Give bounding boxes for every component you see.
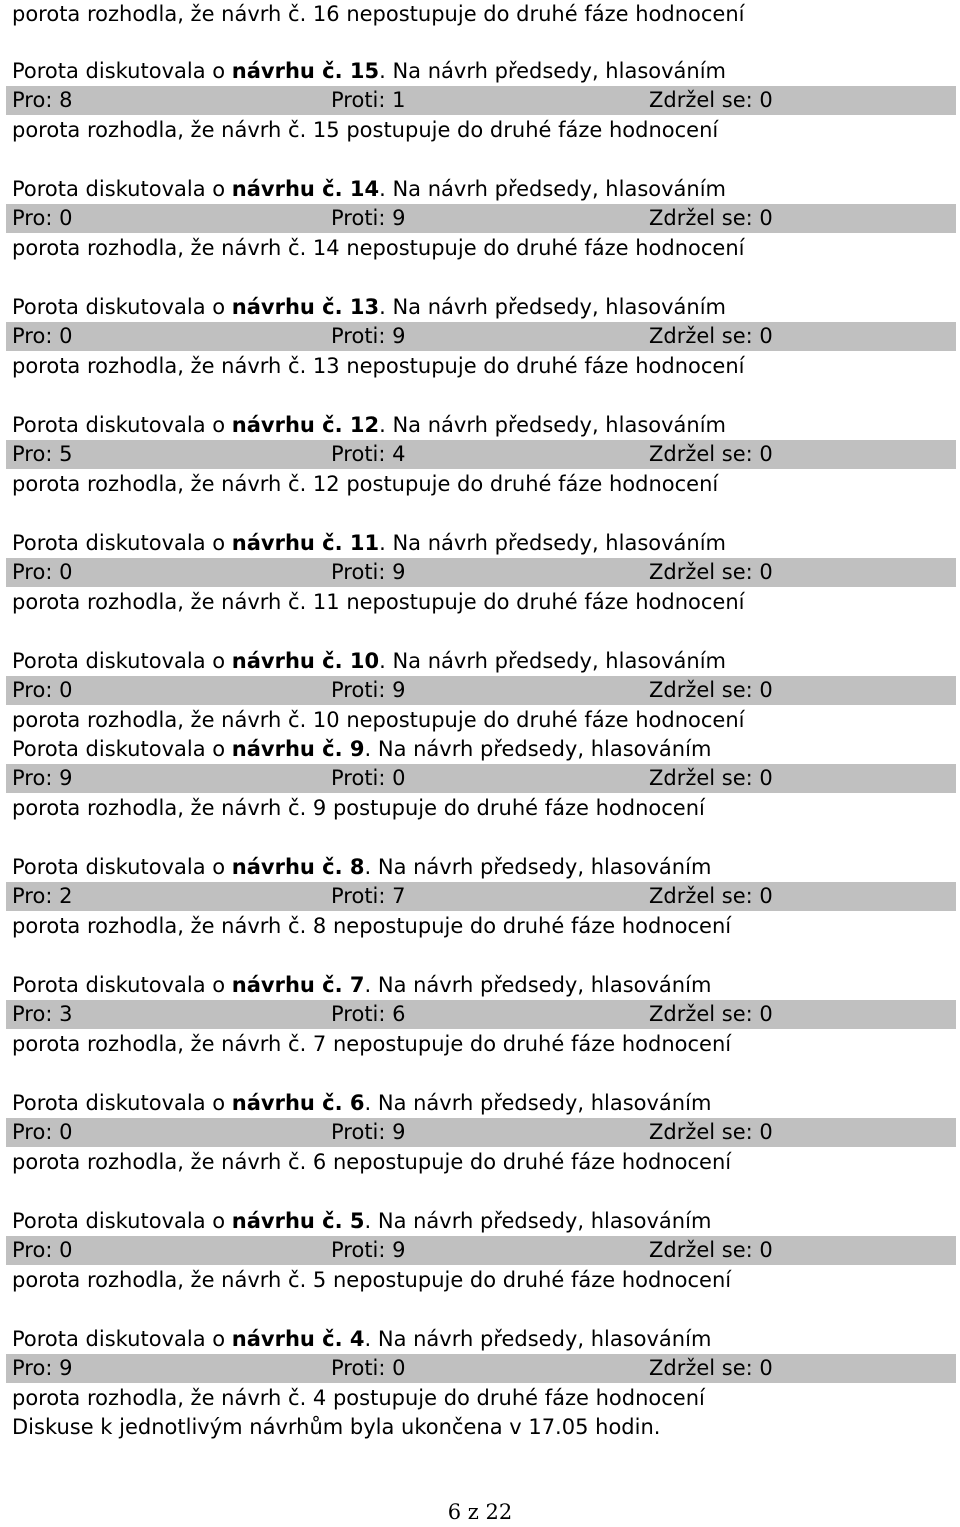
vote-abstain: Zdržel se: 0 <box>649 1356 773 1380</box>
proposal-number: návrhu č. 10 <box>231 649 380 673</box>
proposal-number: návrhu č. 11 <box>231 531 380 555</box>
vote-abstain: Zdržel se: 0 <box>649 88 773 112</box>
discussion-suffix: . Na návrh předsedy, hlasováním <box>364 1327 712 1351</box>
discussion-intro: Porota diskutovala o <box>12 973 232 997</box>
result-line: porota rozhodla, že návrh č. 13 nepostupuje do druhé fáze hodnocení <box>12 354 745 378</box>
vote-proti: Proti: 9 <box>331 206 406 230</box>
proposal-number: návrhu č. 9 <box>231 737 365 761</box>
discussion-line <box>12 175 726 204</box>
vote-proti: Proti: 6 <box>331 1002 406 1026</box>
discussion-suffix: . Na návrh předsedy, hlasováním <box>379 59 727 83</box>
discussion-intro: Porota diskutovala o <box>12 1091 232 1115</box>
vote-abstain: Zdržel se: 0 <box>649 560 773 584</box>
vote-row <box>6 1118 956 1147</box>
discussion-suffix: . Na návrh předsedy, hlasováním <box>364 973 712 997</box>
result-line: porota rozhodla, že návrh č. 8 nepostupuje do druhé fáze hodnocení <box>12 914 732 938</box>
discussion-intro: Porota diskutovala o <box>12 413 232 437</box>
vote-abstain: Zdržel se: 0 <box>649 678 773 702</box>
discussion-intro: Porota diskutovala o <box>12 295 232 319</box>
vote-pro: Pro: 8 <box>12 88 73 112</box>
discussion-suffix: . Na návrh předsedy, hlasováním <box>364 1209 712 1233</box>
vote-row <box>6 676 956 705</box>
vote-row <box>6 204 956 233</box>
vote-pro: Pro: 0 <box>12 324 73 348</box>
vote-proti: Proti: 1 <box>331 88 406 112</box>
vote-proti: Proti: 9 <box>331 678 406 702</box>
vote-row <box>6 882 956 911</box>
discussion-intro: Porota diskutovala o <box>12 177 232 201</box>
proposal-number: návrhu č. 6 <box>231 1091 365 1115</box>
vote-abstain: Zdržel se: 0 <box>649 1120 773 1144</box>
result-line: porota rozhodla, že návrh č. 6 nepostupuje do druhé fáze hodnocení <box>12 1150 732 1174</box>
proposal-number: návrhu č. 13 <box>231 295 380 319</box>
discussion-line <box>12 647 726 676</box>
vote-row <box>6 440 956 469</box>
vote-abstain: Zdržel se: 0 <box>649 206 773 230</box>
proposal-number: návrhu č. 8 <box>231 855 365 879</box>
discussion-line <box>12 1325 711 1354</box>
vote-abstain: Zdržel se: 0 <box>649 766 773 790</box>
discussion-line <box>12 735 711 764</box>
discussion-suffix: . Na návrh předsedy, hlasováním <box>379 531 727 555</box>
vote-proti: Proti: 9 <box>331 324 406 348</box>
proposal-number: návrhu č. 15 <box>231 59 380 83</box>
result-line: porota rozhodla, že návrh č. 12 postupuje do druhé fáze hodnocení <box>12 472 719 496</box>
discussion-suffix: . Na návrh předsedy, hlasováním <box>379 295 727 319</box>
vote-proti: Proti: 9 <box>331 1120 406 1144</box>
vote-row <box>6 558 956 587</box>
discussion-line <box>12 529 726 558</box>
discussion-intro: Porota diskutovala o <box>12 1327 232 1351</box>
discussion-line <box>12 1089 711 1118</box>
discussion-line <box>12 293 726 322</box>
vote-proti: Proti: 9 <box>331 1238 406 1262</box>
discussion-suffix: . Na návrh předsedy, hlasováním <box>364 737 712 761</box>
discussion-intro: Porota diskutovala o <box>12 737 232 761</box>
vote-abstain: Zdržel se: 0 <box>649 884 773 908</box>
discussion-intro: Porota diskutovala o <box>12 649 232 673</box>
vote-pro: Pro: 9 <box>12 766 73 790</box>
proposal-number: návrhu č. 5 <box>231 1209 365 1233</box>
discussion-intro: Porota diskutovala o <box>12 1209 232 1233</box>
vote-abstain: Zdržel se: 0 <box>649 1238 773 1262</box>
vote-pro: Pro: 0 <box>12 560 73 584</box>
vote-abstain: Zdržel se: 0 <box>649 324 773 348</box>
discussion-suffix: . Na návrh předsedy, hlasováním <box>364 1091 712 1115</box>
result-line: porota rozhodla, že návrh č. 10 nepostupuje do druhé fáze hodnocení <box>12 708 745 732</box>
vote-row <box>6 1000 956 1029</box>
vote-pro: Pro: 0 <box>12 1238 73 1262</box>
page-number: 6 z 22 <box>447 1500 513 1524</box>
discussion-suffix: . Na návrh předsedy, hlasováním <box>379 649 727 673</box>
vote-proti: Proti: 4 <box>331 442 406 466</box>
result-line: porota rozhodla, že návrh č. 4 postupuje do druhé fáze hodnocení <box>12 1386 705 1410</box>
vote-row <box>6 86 956 115</box>
vote-pro: Pro: 0 <box>12 206 73 230</box>
vote-proti: Proti: 0 <box>331 1356 406 1380</box>
result-line: porota rozhodla, že návrh č. 11 nepostupuje do druhé fáze hodnocení <box>12 590 745 614</box>
vote-abstain: Zdržel se: 0 <box>649 442 773 466</box>
discussion-line <box>12 853 711 882</box>
result-line: porota rozhodla, že návrh č. 14 nepostupuje do druhé fáze hodnocení <box>12 236 745 260</box>
result-line: porota rozhodla, že návrh č. 9 postupuje do druhé fáze hodnocení <box>12 796 705 820</box>
proposal-number: návrhu č. 7 <box>231 973 365 997</box>
vote-pro: Pro: 2 <box>12 884 73 908</box>
closing-statement: Diskuse k jednotlivým návrhům byla ukončena v 17.05 hodin. <box>12 1415 661 1439</box>
result-line: porota rozhodla, že návrh č. 7 nepostupuje do druhé fáze hodnocení <box>12 1032 732 1056</box>
proposal-number: návrhu č. 4 <box>231 1327 365 1351</box>
vote-pro: Pro: 9 <box>12 1356 73 1380</box>
vote-pro: Pro: 3 <box>12 1002 73 1026</box>
vote-pro: Pro: 0 <box>12 1120 73 1144</box>
discussion-intro: Porota diskutovala o <box>12 855 232 879</box>
vote-row <box>6 1236 956 1265</box>
vote-proti: Proti: 7 <box>331 884 406 908</box>
result-line: porota rozhodla, že návrh č. 5 nepostupuje do druhé fáze hodnocení <box>12 1268 732 1292</box>
vote-pro: Pro: 0 <box>12 678 73 702</box>
discussion-intro: Porota diskutovala o <box>12 59 232 83</box>
vote-pro: Pro: 5 <box>12 442 73 466</box>
proposal-number: návrhu č. 14 <box>231 177 380 201</box>
discussion-intro: Porota diskutovala o <box>12 531 232 555</box>
vote-row <box>6 1354 956 1383</box>
discussion-suffix: . Na návrh předsedy, hlasováním <box>364 855 712 879</box>
previous-result-line: porota rozhodla, že návrh č. 16 nepostupuje do druhé fáze hodnocení <box>12 2 745 26</box>
result-line: porota rozhodla, že návrh č. 15 postupuje do druhé fáze hodnocení <box>12 118 719 142</box>
discussion-line <box>12 411 726 440</box>
discussion-line <box>12 971 711 1000</box>
proposal-number: návrhu č. 12 <box>231 413 380 437</box>
discussion-suffix: . Na návrh předsedy, hlasováním <box>379 413 727 437</box>
discussion-line <box>12 57 726 86</box>
vote-row <box>6 764 956 793</box>
vote-proti: Proti: 9 <box>331 560 406 584</box>
vote-abstain: Zdržel se: 0 <box>649 1002 773 1026</box>
discussion-suffix: . Na návrh předsedy, hlasováním <box>379 177 727 201</box>
discussion-line <box>12 1207 711 1236</box>
vote-row <box>6 322 956 351</box>
vote-proti: Proti: 0 <box>331 766 406 790</box>
